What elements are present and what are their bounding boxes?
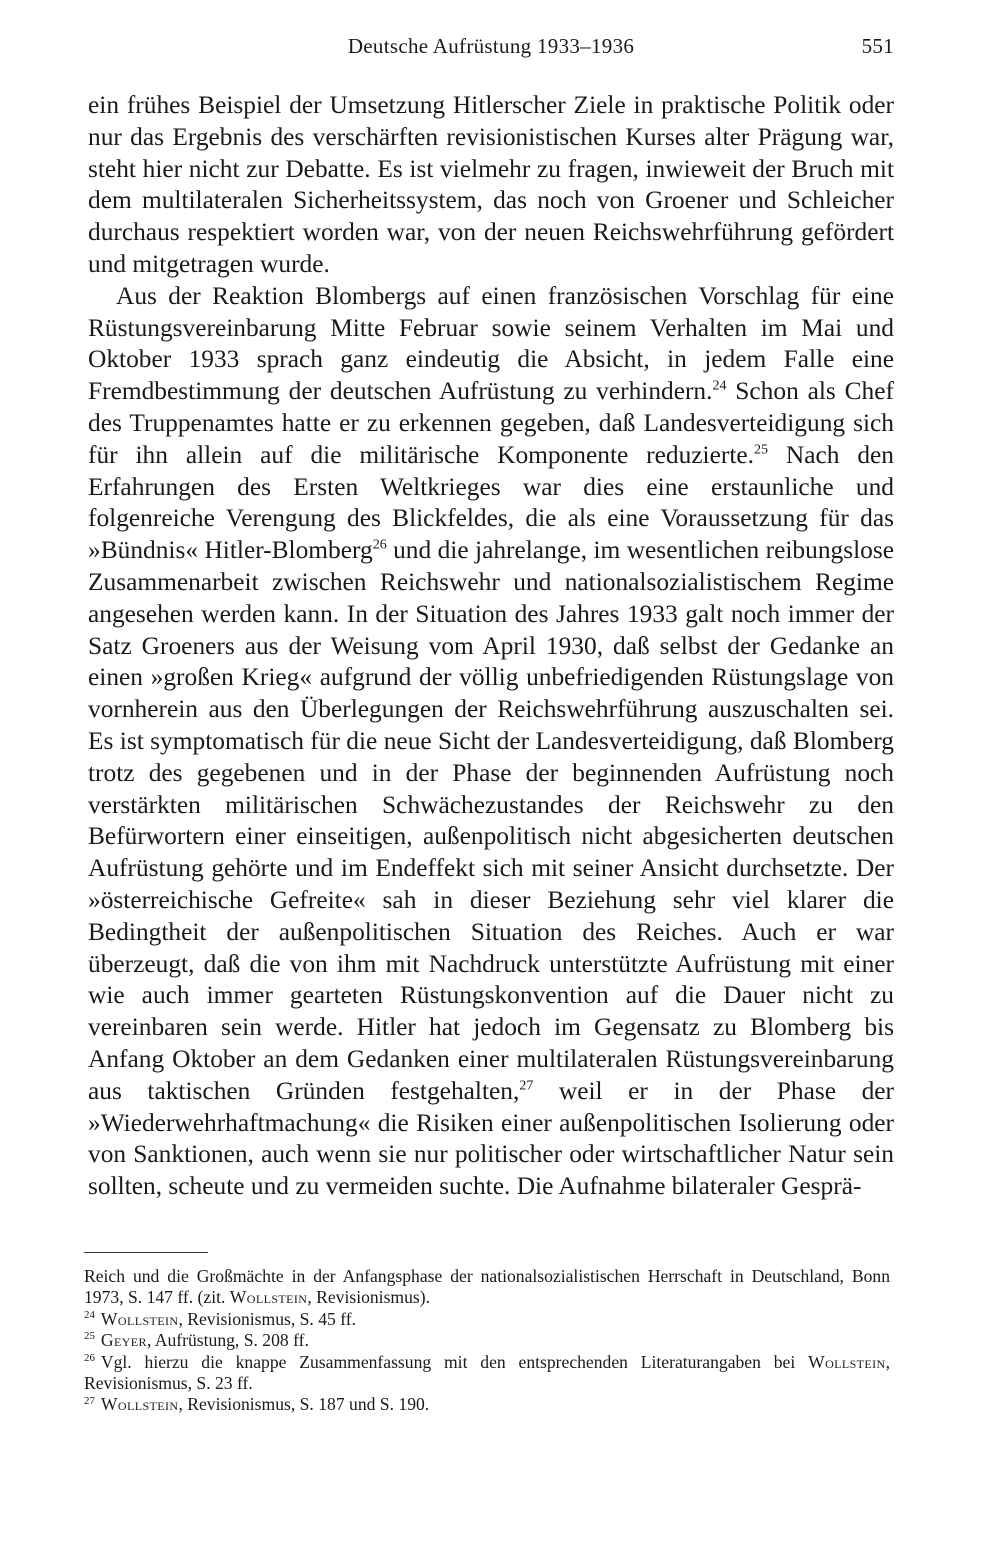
footnote-author: Wollstein (100, 1394, 179, 1415)
footnote-number: 25 (84, 1330, 95, 1343)
footnotes (84, 1266, 890, 1416)
footnote-author: Geyer (100, 1330, 147, 1351)
paragraph-2-segment-2: Schon als Chef des Truppenamtes hatte er zu erkennen gegeben, daß Landesverteidigung sich für ihn allein auf die militärische Komponente reduzierte. (88, 377, 894, 469)
footnote-text: Vgl. hierzu die knappe Zusammenfassung mit den entsprechenden Literaturangaben bei (100, 1351, 809, 1372)
footnote-reference-26: 26 (372, 537, 387, 553)
footnote-author: Wollstein (229, 1287, 308, 1308)
footnote-number: 24 (84, 1308, 95, 1321)
footnote-text: , Revisionismus, S. 45 ff. (178, 1308, 357, 1329)
paragraph-1: ein frühes Beispiel der Umsetzung Hitlerscher Ziele in praktische Politik oder nur das Ergebnis des verschärften revisionistischen Kurses alter Prägung war, steht hier nicht zur Debatte. Es ist vielmehr zu fragen, inwieweit der Bruch mit dem multilateralen Sicherheitssystem, das noch von Groener und Schleicher durchaus respektiert worden war, von der neuen Reichswehrführung gefördert und mitgetragen wurde. (88, 91, 894, 278)
footnote-reference-27: 27 (519, 1078, 534, 1094)
paragraph-2-segment-5: weil er in der Phase der »Wiederwehrhaftmachung« die Risiken einer außenpolitischen Isolierung oder von Sanktionen, auch wenn sie nur politischer oder wirtschaftlicher Natur sein sollten, scheute und zu vermeiden suchte. Die Aufnahme bilateraler Gesprä- (88, 1076, 894, 1201)
paragraph-2-segment-4: und die jahrelange, im wesentlichen reibungslose Zusammenarbeit zwischen Reichswehr und nationalsozialistischem Regime angesehen werden kann. In der Situation des Jahres 1933 galt noch immer der Satz Groeners aus der Weisung vom April 1930, daß selbst der Gedanke an einen »großen Krieg« aufgrund der völlig unbefriedigenden Rüstungslage von vornherein aus den Überlegungen der Reichswehrführung auszuschalten sei. Es ist symptomatisch für die neue Sicht der Landesverteidigung, daß Blomberg trotz des gegebenen und in der Phase der beginnenden Aufrüstung noch verstärkten militärischen Schwächezustandes der Reichswehr zu den Befürwortern einer einseitigen, außenpolitisch nicht abgesicherten deutschen Aufrüstung gehörte und im Endeffekt sich mit seiner Ansicht durchsetzte. Der »österreichische Gefreite« sah in dieser Beziehung sehr viel klarer die Bedingtheit der außenpolitischen Situation des Reiches. Auch er war überzeugt, daß die von ihm mit Nachdruck unterstützte Aufrüstung mit einer wie auch immer gearteten Rüstungskonvention auf die Dauer nicht zu vereinbaren sein werde. Hitler hat jedoch im Gegensatz zu Blomberg bis Anfang Oktober an dem Gedanken einer multilateralen Rüstungsvereinbarung aus taktischen Gründen festgehalten, (88, 536, 894, 1105)
footnote-reference-24: 24 (712, 378, 727, 394)
footnote-25 (84, 1330, 890, 1351)
footnote-24 (84, 1309, 890, 1330)
footnote-text-tail: , Revisionismus, S. 23 ff. (84, 1351, 890, 1394)
footnote-author: Wollstein (100, 1308, 179, 1329)
footnote-text: , Aufrüstung, S. 208 ff. (146, 1330, 309, 1351)
footnote-number: 26 (84, 1351, 95, 1364)
page-header (88, 34, 894, 62)
main-text (88, 90, 894, 1203)
footnote-26 (84, 1352, 890, 1395)
footnote-text: , Revisionismus, S. 187 und S. 190. (178, 1394, 430, 1415)
footnote-27 (84, 1394, 890, 1415)
paragraph-2-segment-1: Aus der Reaktion Blombergs auf einen französischen Vorschlag für eine Rüstungsvereinbarung Mitte Februar sowie seinem Verhalten im Mai und Oktober 1933 sprach ganz eindeutig die Absicht, in jedem Falle eine Fremdbestimmung der deutschen Aufrüstung zu verhindern. (88, 281, 894, 406)
footnote-author: Wollstein (808, 1351, 886, 1372)
footnote-separator (84, 1252, 208, 1253)
footnote-number: 27 (84, 1394, 95, 1407)
paragraph-2 (88, 281, 894, 1203)
footnote-reference-25: 25 (754, 442, 768, 458)
footnote-continuation-tail: , Revisionismus). (307, 1287, 431, 1308)
paragraph-2-segment-3: Nach den Erfahrungen des Ersten Weltkrieges war dies eine erstaunliche und folgenreiche Verengung des Blickfeldes, die als eine Voraussetzung für das »Bündnis« Hitler-Blomberg (88, 440, 894, 565)
footnote-continuation (84, 1266, 890, 1309)
footnote-continuation-text: Reich und die Großmächte in der Anfangsphase der nationalsozialistischen Herrschaft in Deutschland, Bonn 1973, S. 147 ff. (zit. (84, 1266, 890, 1308)
page-number: 551 (861, 34, 894, 58)
running-title: Deutsche Aufrüstung 1933–1936 (347, 34, 635, 58)
